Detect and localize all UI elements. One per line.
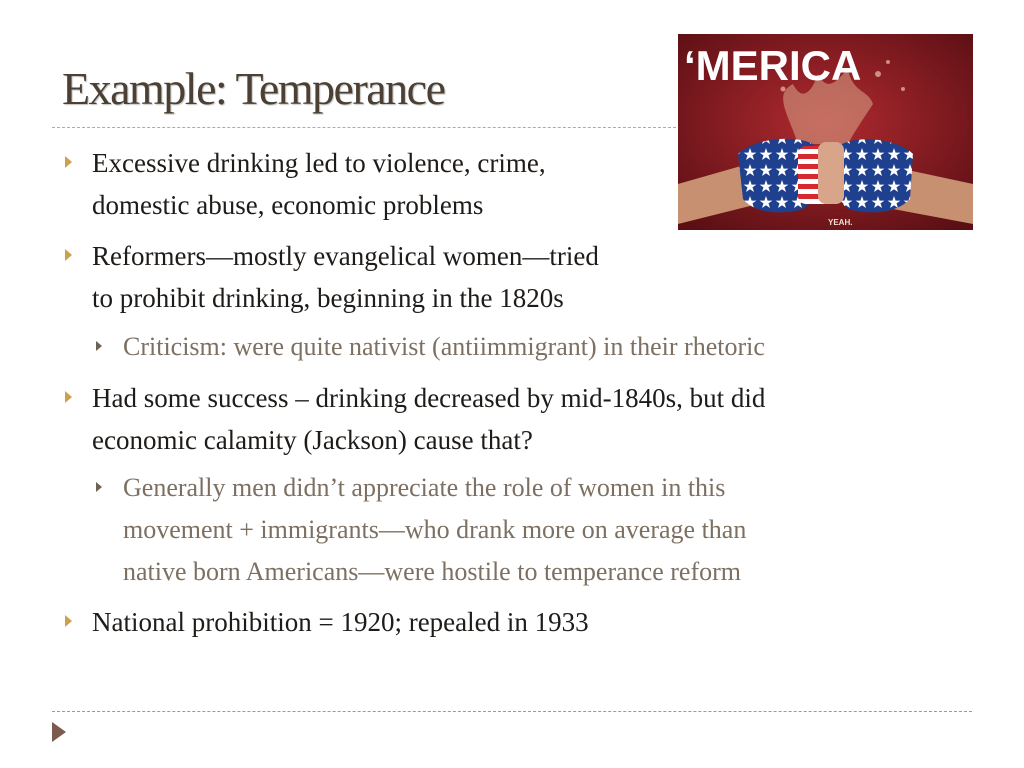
bullet-marker-icon bbox=[65, 391, 72, 403]
sub-bullet-2-line-1: Generally men didn’t appreciate the role of women in this bbox=[123, 473, 726, 502]
sub-bullet-2-line-2: movement + immigrants—who drank more on average than bbox=[123, 515, 747, 544]
bullet-1-line-2: domestic abuse, economic problems bbox=[92, 190, 484, 220]
bullet-1-line-1: Excessive drinking led to violence, crime, bbox=[92, 148, 546, 178]
bullet-3-line-2: economic calamity (Jackson) cause that? bbox=[92, 425, 533, 455]
title-divider bbox=[52, 127, 676, 128]
bullet-3-line-1: Had some success – drinking decreased by mid-1840s, but did bbox=[92, 383, 766, 413]
sub-bullet-marker-icon bbox=[96, 482, 102, 492]
footer-arrow-icon bbox=[52, 722, 66, 742]
bullet-marker-icon bbox=[65, 615, 72, 627]
photo-banner-text: ‘MERICA bbox=[684, 42, 862, 89]
bullet-4-line-1: National prohibition = 1920; repealed in 1933 bbox=[92, 607, 589, 637]
sub-bullet-2-line-3: native born Americans—were hostile to temperance reform bbox=[123, 557, 741, 586]
merica-photo bbox=[678, 34, 973, 230]
bullet-marker-icon bbox=[65, 156, 72, 168]
sub-bullet-1-line-1: Criticism: were quite nativist (antiimmigrant) in their rhetoric bbox=[123, 332, 765, 361]
photo-caption: YEAH. bbox=[828, 218, 853, 227]
bullet-2-line-2: to prohibit drinking, beginning in the 1820s bbox=[92, 283, 564, 313]
footer-divider bbox=[52, 711, 972, 712]
sub-bullet-marker-icon bbox=[96, 341, 102, 351]
bullet-marker-icon bbox=[65, 249, 72, 261]
slide-title: Example: Temperance bbox=[62, 63, 445, 114]
bullet-2-line-1: Reformers—mostly evangelical women—tried bbox=[92, 241, 599, 271]
